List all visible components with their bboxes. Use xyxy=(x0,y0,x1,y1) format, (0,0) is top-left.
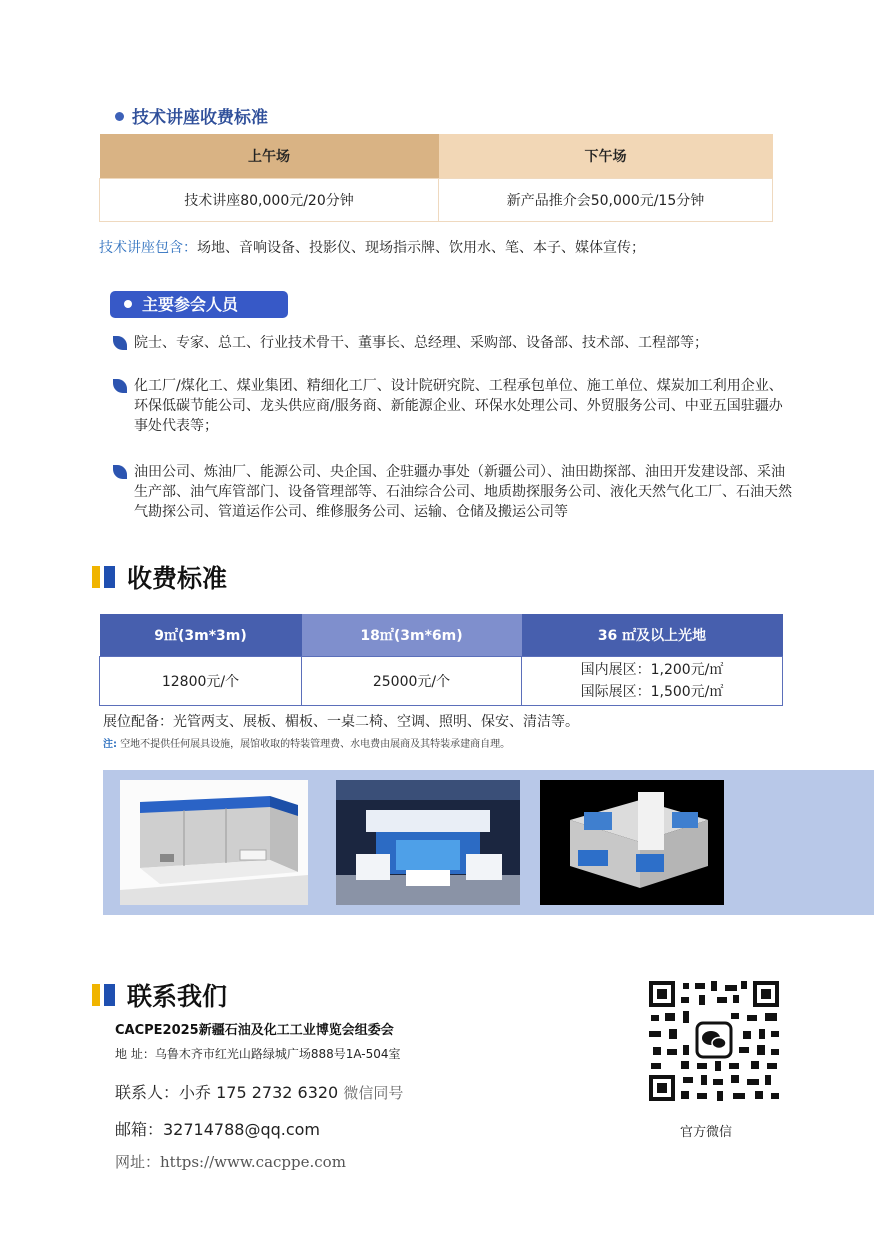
booth-equipment: 展位配备：光管两支、展板、楣板、一桌二椅、空调、照明、保安、清洁等。 xyxy=(103,714,579,730)
blue-bar-icon xyxy=(104,566,115,588)
lecture-fee-table xyxy=(99,134,773,222)
fee-cell-9sqm: 12800元/个 xyxy=(100,657,302,706)
fee-header-36sqm: 36 ㎡及以上光地 xyxy=(522,614,783,657)
lecture-includes xyxy=(99,237,645,257)
fees-section-header: 收费标准 xyxy=(92,559,227,591)
email[interactable]: 邮箱：32714788@qq.com xyxy=(115,1120,321,1139)
contact-person: 联系人：小乔 175 2732 6320 微信同号 xyxy=(115,1083,404,1102)
fee-header-18sqm: 18㎡(3m*6m) xyxy=(302,614,522,657)
fee-header-9sqm: 9㎡(3m*3m) xyxy=(100,614,302,657)
lecture-cell-morning: 技术讲座80,000元/20分钟 xyxy=(100,179,439,222)
booth-photo-band xyxy=(103,770,874,915)
attendee-item: 院士、专家、总工、行业技术骨干、董事长、总经理、采购部、设备部、技术部、工程部等； xyxy=(113,333,793,353)
fee-international: 国际展区：1,500元/㎡ xyxy=(580,684,724,700)
attendee-item: 油田公司、炼油厂、能源公司、央企国、企驻疆办事处（新疆公司）、油田勘探部、油田开发建设部、采油生产部、油气库管部门、设备管理部等、石油综合公司、地质勘探服务公司、液化天然气化工厂、石油天然气勘探公司、管道运作公司、维修服务公司、运输、仓储及搬运公司等 xyxy=(113,462,793,522)
lecture-includes-text: 场地、音响设备、投影仪、现场指示牌、饮用水、笔、本子、媒体宣传； xyxy=(197,240,645,256)
fee-cell-36sqm xyxy=(522,657,783,706)
attendee-item: 化工厂/煤化工、煤业集团、精细化工厂、设计院研究院、工程承包单位、施工单位、煤炭加工利用企业、环保低碳节能公司、龙头供应商/服务商、新能源企业、环保水处理公司、外贸服务公司、中亚五国驻疆办事处代表等； xyxy=(113,376,793,436)
website-link[interactable]: 网址：https://www.cacppe.com xyxy=(115,1153,346,1171)
bullet-dot-icon xyxy=(115,112,124,121)
exhibition-booth-photo xyxy=(336,780,520,905)
contact-section-header: 联系我们 xyxy=(92,977,227,1009)
booth-fee-table xyxy=(99,614,783,706)
yellow-bar-icon xyxy=(92,984,100,1006)
yellow-bar-icon xyxy=(92,566,100,588)
fee-cell-18sqm: 25000元/个 xyxy=(302,657,522,706)
leaf-bullet-icon xyxy=(113,336,127,350)
lecture-includes-label: 技术讲座包含： xyxy=(99,240,197,256)
standard-booth-image xyxy=(120,780,308,905)
lecture-cell-afternoon: 新产品推介会50,000元/15分钟 xyxy=(439,179,773,222)
leaf-bullet-icon xyxy=(113,465,127,479)
lecture-header-afternoon: 下午场 xyxy=(439,134,773,179)
note-text: 空地不提供任何展具设施，展馆收取的特装管理费、水电费由展商及其特装承建商自理。 xyxy=(120,739,511,750)
wechat-same-note: 微信同号 xyxy=(343,1084,404,1102)
wechat-qr-code[interactable] xyxy=(647,979,781,1103)
address: 地 址：乌鲁木齐市红光山路绿城广场888号1A-504室 xyxy=(115,1047,401,1061)
bullet-dot-icon xyxy=(124,300,132,308)
fee-domestic: 国内展区：1,200元/㎡ xyxy=(580,662,724,678)
fees-note xyxy=(103,735,510,750)
attendees-title: 主要参会人员 xyxy=(110,291,288,318)
lecture-header-morning: 上午场 xyxy=(100,134,439,179)
organizer-name: CACPE2025新疆石油及化工工业博览会组委会 xyxy=(115,1023,394,1038)
blue-bar-icon xyxy=(104,984,115,1006)
lecture-section-title: 技术讲座收费标准 xyxy=(115,103,268,128)
special-booth-render xyxy=(540,780,724,905)
qr-code-label: 官方微信 xyxy=(680,1125,733,1140)
leaf-bullet-icon xyxy=(113,379,127,393)
note-label: 注: xyxy=(103,739,117,750)
